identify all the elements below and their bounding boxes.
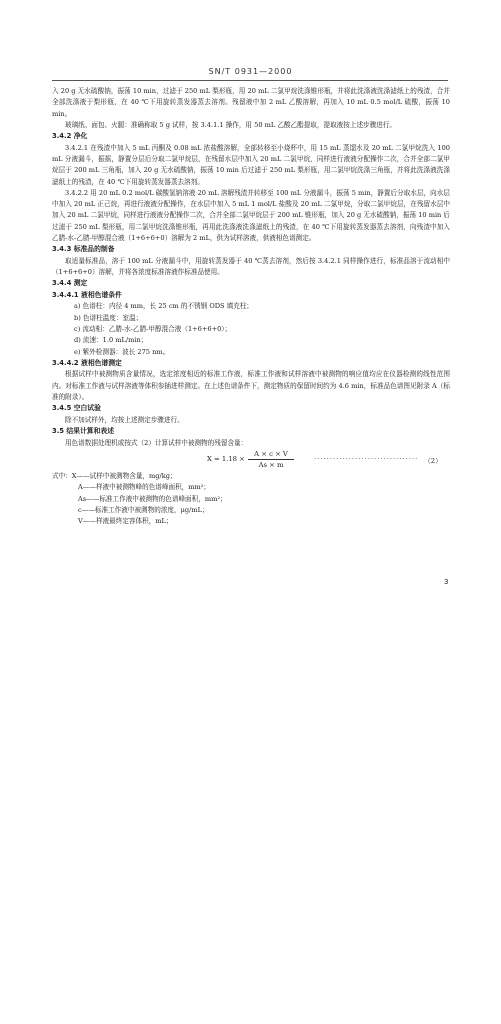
paragraph: 入 20 g 无水硫酸钠，振荡 10 min，过滤于 250 mL 梨形瓶，用 20 mL 二氯甲烷洗涤锥形瓶，并将此洗涤液洗涤滤纸上的残渣，合并全部洗涤液于梨形瓶，在 40 ℃下用旋转蒸发器蒸去溶剂。残留液中加 2 mL 乙酸溶解，再加入 10 mL 0.5 mol/L 硫酸，振荡 10 min。	[52, 87, 450, 118]
formula-lhs: X = 1.18 ×	[207, 454, 245, 463]
section-heading: 3.4.4 测定	[52, 279, 88, 288]
paragraph: 取适量标准品，溶于 100 mL 分液漏斗中，用旋转蒸发器于 40 ℃蒸去溶剂，然后按 3.4.2.1 同样操作进行，标准品溶于流动相中（1+6+6+0）溶解，并将各浓度标准溶液作标准品使用。	[52, 256, 450, 277]
standard-number-header: SN/T 0931—2000	[208, 67, 293, 76]
definition-item: V——样液最终定容体积，mL；	[78, 517, 173, 526]
condition-item: c) 流动相：乙腈-水-乙腈-甲醇混合液（1+6+6+0）；	[74, 325, 232, 334]
paragraph: 玻璃纸、面包、火腿：准确称取 5 g 试样，按 3.4.1.1 操作，用 50 mL 乙酸乙酯提取，提取液按上述步骤进行。	[65, 120, 397, 129]
section-heading: 3.4.2 净化	[52, 132, 88, 141]
definition-item: c——标准工作液中被测物的浓度，μg/mL；	[78, 505, 209, 514]
page-body	[52, 86, 450, 527]
formula-numerator: A × c × V	[248, 449, 294, 460]
formula-leader: ·································	[314, 454, 419, 463]
section-heading: 3.4.4.2 液相色谱测定	[52, 358, 122, 367]
header-rule	[52, 80, 448, 81]
section-heading: 3.4.4.1 液相色谱条件	[52, 290, 122, 299]
definition-item: A——样液中被测物峰的色谱峰面积，mm²；	[78, 483, 211, 492]
definition-intro: 式中：X——试样中被测物含量，mg/kg；	[52, 471, 177, 480]
definition-item: As——标准工作液中被测物的色谱峰面积，mm²；	[78, 494, 227, 503]
paragraph: 3.4.2.1 在残渣中加入 5 mL 丙酮及 0.08 mL 浓盐酸溶解，全部转移至小烧杯中，用 15 mL 蒸馏水及 20 mL 二氯甲烷洗入 100 mL 分液漏斗，振摇，静置分层后分取二氯甲烷层，在残留水层中加入 20 mL 二氯甲烷，同样进行液液分配操作二次，合并全部二氯甲烷层于 200 mL 三角瓶，加入 20 g 无水硫酸钠，振荡 10 min 后过滤于 250 mL 梨形瓶，用二氯甲烷洗涤三角瓶，并将此洗涤液洗涤滤纸上的残渣，在 40 ℃下用旋转蒸发器蒸去溶剂。	[52, 143, 450, 186]
formula-number: （2）	[424, 456, 442, 465]
formula-denominator: As × m	[258, 460, 284, 469]
paragraph: 根据试样中被测物质含量情况，选定浓度相近的标准工作液，标准工作液和试样溶液中被测物的响应值均应在仪器检测的线性范围内。对标准工作液与试样溶液等体积参插进样测定。在上述色谱条件下，测定物质的保留时间约为 4.6 min，标准品色谱图见附录 A（标准的附录）。	[52, 370, 450, 402]
section-heading: 3.4.5 空白试验	[52, 404, 101, 413]
paragraph: 除不加试样外，均按上述测定步骤进行。	[65, 415, 184, 424]
formula	[52, 449, 450, 471]
condition-item: d) 流速：1.0 mL/min；	[74, 336, 148, 345]
page-number: 3	[444, 578, 449, 586]
condition-item: e) 紫外检测器：波长 275 nm。	[74, 347, 170, 356]
paragraph: 3.4.2.2 用 20 mL 0.2 mol/L 碳酸氢钠溶液 20 mL 溶解残渣并转移至 100 mL 分液漏斗，振荡 5 min，静置后分取水层，向水层中加入 20 mL 正己烷，再进行液液分配操作，在水层中加入 5 mL 1 mol/L 盐酸及 20 mL 二氯甲烷，分取二氯甲烷层，在残留水层中加入 20 mL 二氯甲烷，同样进行液液分配操作二次，合并全部二氯甲烷层于 200 mL 锥形瓶，加入 20 g 无水硫酸钠，振荡 10 min 后过滤于 250 mL 梨形瓶，用二氯甲烷洗涤锥形瓶，再用此洗涤液洗涤滤纸上的残渣，在 40 ℃下用旋转蒸发器蒸去溶剂，向残渣中加入乙腈-水-乙腈-甲醇混合液（1+6+6+0）溶解为 2 mL，供为试样溶液，供液相色谱测定。	[52, 188, 450, 243]
section-heading: 3.4.3 标准品的制备	[52, 245, 115, 254]
paragraph: 用色谱数据处理机或按式（2）计算试样中被测物的残留含量：	[65, 438, 248, 447]
condition-item: b) 色谱柱温度：室温；	[74, 313, 143, 322]
section-heading: 3.5 结果计算和表述	[52, 427, 114, 436]
formula-fraction	[248, 449, 294, 470]
condition-item: a) 色谱柱：内径 4 mm，长 25 cm 的不锈钢 ODS 填充柱；	[74, 302, 254, 311]
